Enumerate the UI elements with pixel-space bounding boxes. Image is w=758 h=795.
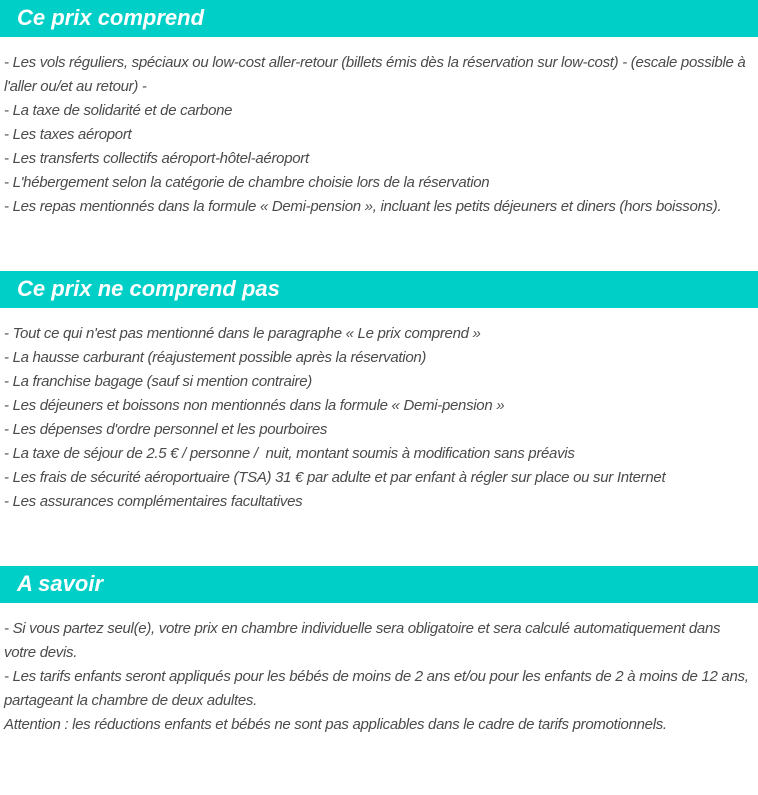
price-list-item: - La taxe de séjour de 2.5 € / personne / nuit, montant soumis à modification sans préavis (4, 445, 575, 462)
price-list-item: - Les taxes aéroport (4, 126, 132, 143)
section-title: A savoir (17, 570, 104, 596)
price-list-item: - La taxe de solidarité et de carbone (4, 102, 233, 119)
price-section (0, 566, 758, 737)
price-section (0, 0, 758, 219)
section-header-bar (0, 566, 758, 603)
price-list-item: - Si vous partez seul(e), votre prix en chambre individuelle sera obligatoire et sera calculé automatiquement dans votre devis. (4, 620, 725, 661)
section-title: Ce prix ne comprend pas (17, 275, 280, 301)
price-list-item: - Les tarifs enfants seront appliqués pour les bébés de moins de 2 ans et/ou pour les enfants de 2 à moins de 12 ans, partageant la chambre de deux adultes. (4, 668, 753, 709)
section-title: Ce prix comprend (17, 4, 205, 30)
section-body (0, 37, 758, 219)
price-section (0, 271, 758, 514)
price-list-item: - Les transferts collectifs aéroport-hôtel-aéroport (4, 150, 309, 167)
section-header-bar (0, 271, 758, 308)
section-header-bar (0, 0, 758, 37)
price-list-item: Attention : les réductions enfants et bébés ne sont pas applicables dans le cadre de tarifs promotionnels. (4, 716, 667, 733)
price-list-item: - Les frais de sécurité aéroportuaire (TSA) 31 € par adulte et par enfant à régler sur place ou sur Internet (4, 469, 666, 486)
price-list-item: - Les dépenses d'ordre personnel et les pourboires (4, 421, 328, 438)
price-list-item: - L'hébergement selon la catégorie de chambre choisie lors de la réservation (4, 174, 490, 191)
price-list-item: - Les déjeuners et boissons non mentionnés dans la formule « Demi-pension » (4, 397, 505, 414)
price-list-item: - La franchise bagage (sauf si mention contraire) (4, 373, 312, 390)
price-list-item: - Les repas mentionnés dans la formule « Demi-pension », incluant les petits déjeuners et diners (hors boissons). (4, 198, 722, 215)
section-body (0, 308, 758, 514)
price-list-item: - La hausse carburant (réajustement possible après la réservation) (4, 349, 427, 366)
section-body (0, 603, 758, 737)
price-list-item: - Les vols réguliers, spéciaux ou low-cost aller-retour (billets émis dès la réservation sur low-cost) - (escale possible à l'aller ou/et au retour) - (4, 54, 750, 95)
price-list-item: - Tout ce qui n'est pas mentionné dans le paragraphe « Le prix comprend » (4, 325, 481, 342)
price-list-item: - Les assurances complémentaires facultatives (4, 493, 303, 510)
